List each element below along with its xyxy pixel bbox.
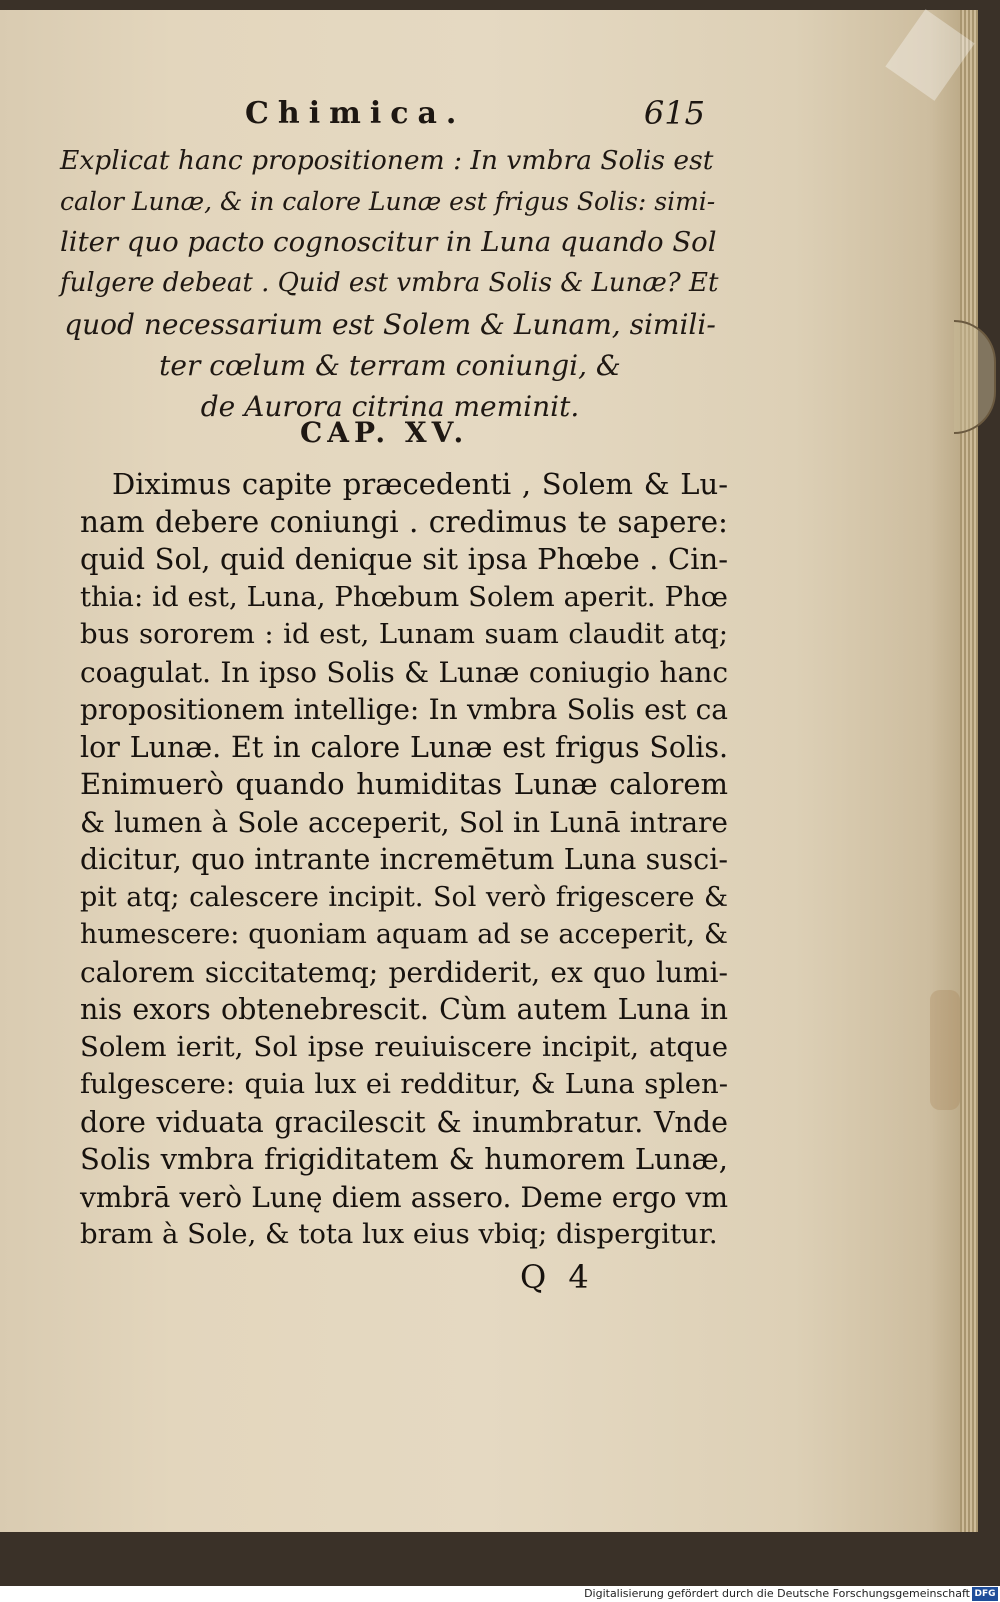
text-line: Solis vmbra frigiditatem & humorem Lunæ, (80, 1142, 728, 1176)
page-number: 615 (643, 94, 705, 132)
text-line: dicitur, quo intrante incremētum Luna susci- (80, 843, 728, 876)
chapter-summary (60, 140, 720, 427)
summary-line: de Aurora citrina meminit. (200, 390, 580, 423)
summary-line: ter cœlum & terram coniungi, & (159, 349, 621, 382)
text-line: & lumen à Sole acceperit, Sol in Lunā intrare (80, 805, 728, 839)
summary-line: fulgere debeat . Quid est vmbra Solis & Lunæ? Et (60, 268, 719, 298)
summary-line: quod necessarium est Solem & Lunam, simili- (64, 308, 716, 341)
text-line: fulgescere: quia lux ei redditur, & Luna splen- (80, 1068, 728, 1100)
paper-stain (930, 990, 960, 1110)
text-line: nam debere coniungi . credimus te sapere: (80, 504, 728, 539)
text-line: Diximus capite præcedenti , Solem & Lu- (112, 467, 728, 501)
page-edges (960, 10, 978, 1532)
text-line: quid Sol, quid denique sit ipsa Phœbe . Cin- (80, 542, 728, 576)
text-line: bus sororem : id est, Lunam suam claudit atq; (80, 618, 728, 650)
running-head (245, 96, 705, 136)
summary-line: Explicat hanc propositionem : In vmbra Solis est (60, 145, 714, 176)
text-line: Solem ierit, Sol ipse reuiuiscere incipit, atque (80, 1030, 728, 1063)
summary-line: calor Lunæ, & in calore Lunæ est frigus Solis: simi- (60, 187, 716, 216)
text-line: Enimuerò quando humiditas Lunæ calorem (80, 767, 728, 801)
text-line: pit atq; calescere incipit. Sol verò frigescere & (80, 881, 728, 913)
text-line: bram à Sole, & tota lux eius vbiq; dispergitur. (80, 1218, 718, 1250)
summary-line: liter quo pacto cognoscitur in Luna quando Sol (60, 226, 717, 258)
text-line: nis exors obtenebrescit. Cùm autem Luna in (80, 993, 728, 1026)
text-line: coagulat. In ipso Solis & Lunæ coniugio hanc (80, 655, 728, 689)
digitization-credit: Digitalisierung gefördert durch die Deutsche Forschungsgemeinschaft (584, 1587, 970, 1600)
text-line: thia: id est, Luna, Phœbum Solem aperit. Phœ (80, 580, 728, 613)
signature-mark: Q 4 (520, 1258, 595, 1296)
text-line: calorem siccitatemq; perdiderit, ex quo lumi- (80, 955, 728, 989)
body-text (80, 466, 728, 1254)
chapter-heading: CAP. XV. (300, 416, 469, 449)
text-line: dore viduata gracilescit & inumbratur. Vnde (80, 1105, 728, 1139)
dfg-logo: DFG (972, 1587, 998, 1601)
text-line: propositionem intellige: In vmbra Solis est ca (80, 693, 728, 726)
text-line: lor Lunæ. Et in calore Lunæ est frigus Solis. (80, 730, 728, 764)
running-title: Chimica. (245, 96, 466, 131)
footer-bar (0, 1586, 1000, 1602)
text-line: vmbrā verò Lunę diem assero. Deme ergo vm (80, 1180, 728, 1214)
text-line: humescere: quoniam aquam ad se acceperit, & (80, 919, 728, 950)
